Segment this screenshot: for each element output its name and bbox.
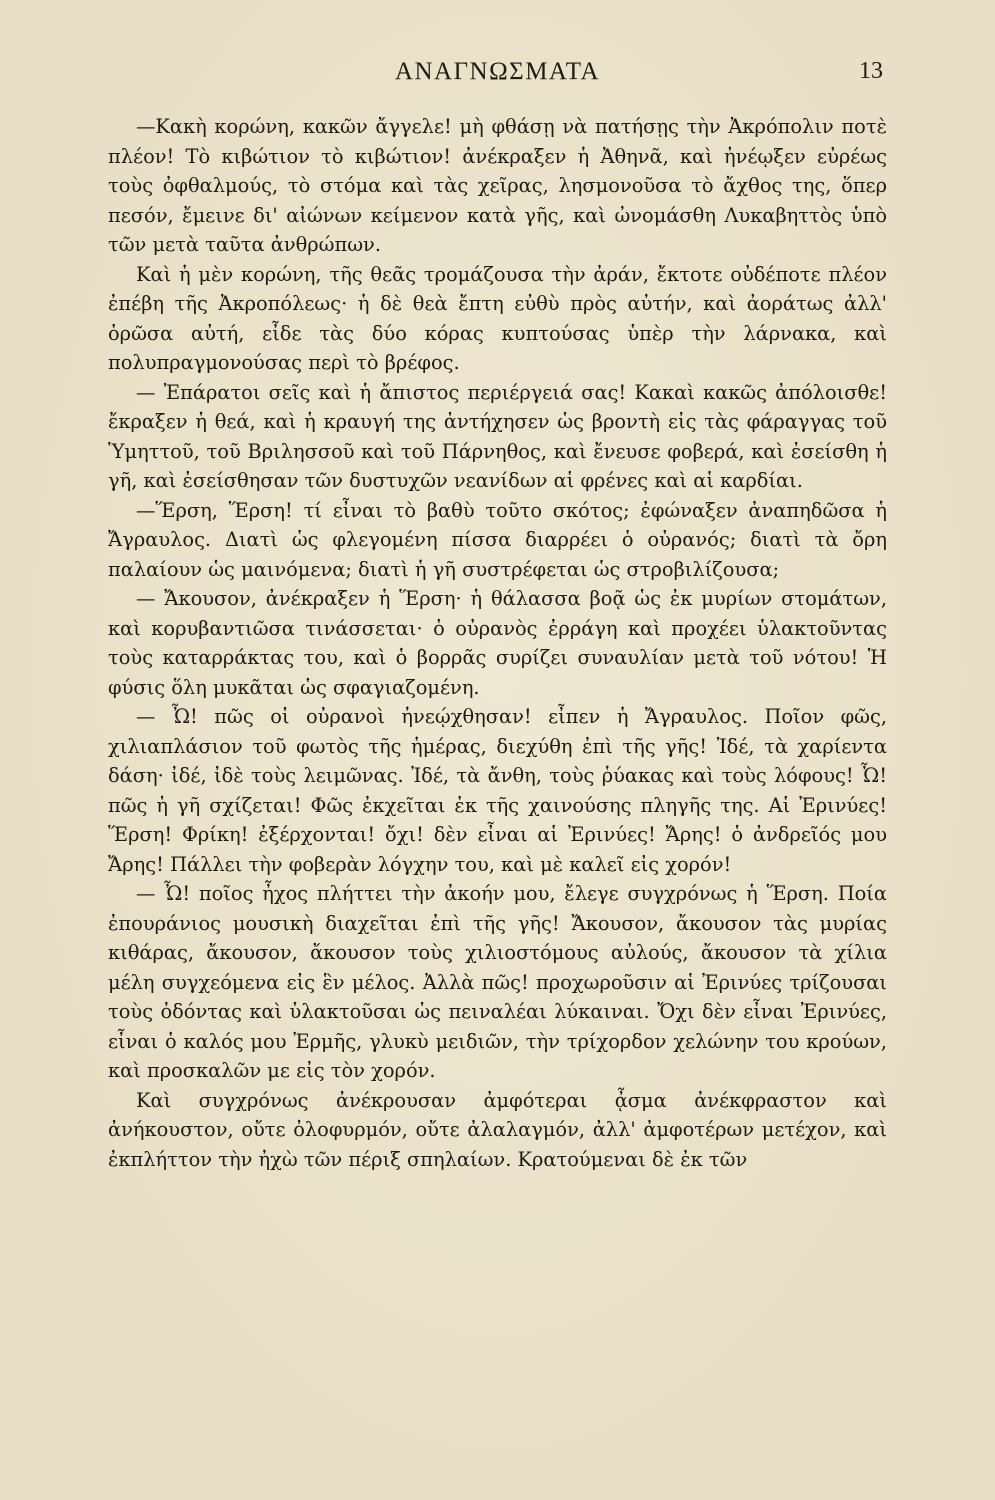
paragraph: —Ἕρση, Ἕρση! τί εἶναι τὸ βαθὺ τοῦτο σκότος; ἐφώναξεν ἀναπηδῶσα ἡ Ἄγραυλος. Διατὶ ὡς φλεγομένη πίσσα διαρρέει ὁ οὐρανός; διατὶ τὰ ὄρη παλαίουν ὡς μαινόμενα; διατὶ ἡ γῆ συστρέφεται ὡς στροβιλίζουσα;	[108, 498, 887, 581]
page-number: 13	[859, 58, 883, 84]
paragraph: Καὶ ἡ μὲν κορώνη, τῆς θεᾶς τρομάζουσα τὴν ἀράν, ἔκτοτε οὐδέποτε πλέον ἐπέβη τῆς Ἀκροπόλεως· ἡ δὲ θεὰ ἔπτη εὐθὺ πρὸς αὐτήν, καὶ ἀοράτως ἀλλ' ὁρῶσα αὐτή, εἶδε τὰς δύο κόρας κυπτούσας ὑπὲρ τὴν λάρνακα, καὶ πολυπραγμονούσας περὶ τὸ βρέφος.	[108, 262, 887, 374]
body-text	[108, 112, 887, 1174]
paragraph: — Ὦ! πῶς οἱ οὐρανοὶ ἠνεῴχθησαν! εἶπεν ἡ Ἄγραυλος. Ποῖον φῶς, χιλιαπλάσιον τοῦ φωτὸς τῆς ἡμέρας, διεχύθη ἐπὶ τῆς γῆς! Ἰδέ, τὰ χαρίεντα δάση· ἰδέ, ἰδὲ τοὺς λειμῶνας. Ἰδέ, τὰ ἄνθη, τοὺς ῥύακας καὶ τοὺς λόφους! Ὦ! πῶς ἡ γῆ σχίζεται! Φῶς ἐκχεῖται ἐκ τῆς χαινούσης πληγῆς της. Αἱ Ἐρινύες! Ἕρση! Φρίκη! ἐξέρχονται! ὄχι! δὲν εἶναι αἱ Ἐρινύες! Ἄρης! ὁ ἀνδρεῖός μου Ἄρης! Πάλλει τὴν φοβερὰν λόγχην του, καὶ μὲ καλεῖ εἰς χορόν!	[108, 705, 887, 876]
running-head: ΑΝΑΓΝΩΣΜΑΤΑ	[394, 58, 601, 85]
page-header	[108, 54, 887, 94]
paragraph: Καὶ συγχρόνως ἀνέκρουσαν ἀμφότεραι ᾆσμα ἀνέκφραστον καὶ ἀνήκουστον, οὔτε ὀλοφυρμόν, οὔτε ἀλαλαγμόν, ἀλλ' ἀμφοτέρων μετέχον, καὶ ἐκπλήττον τὴν ἠχὼ τῶν πέριξ σπηλαίων. Κρατούμεναι δὲ ἐκ τῶν	[108, 1088, 887, 1171]
paragraph: —Κακὴ κορώνη, κακῶν ἄγγελε! μὴ φθάσῃ νὰ πατήσῃς τὴν Ἀκρόπολιν ποτὲ πλέον! Τὸ κιβώτιον τὸ κιβώτιον! ἀνέκραξεν ἡ Ἀθηνᾶ, καὶ ἠνέῳξεν εὐρέως τοὺς ὀφθαλμούς, τὸ στόμα καὶ τὰς χεῖρας, λησμονοῦσα τὸ ἄχθος της, ὅπερ πεσόν, ἔμεινε δι' αἰώνων κείμενον κατὰ γῆς, καὶ ὠνομάσθη Λυκαβηττὸς ὑπὸ τῶν μετὰ ταῦτα ἀνθρώπων.	[108, 115, 887, 256]
paragraph: — Ἐπάρατοι σεῖς καὶ ἡ ἄπιστος περιέργειά σας! Κακαὶ κακῶς ἀπόλοισθε! ἔκραξεν ἡ θεά, καὶ ἡ κραυγή της ἀντήχησεν ὡς βροντὴ εἰς τὰς φάραγγας τοῦ Ὑμηττοῦ, τοῦ Βριλησσοῦ καὶ τοῦ Πάρνηθος, καὶ ἔνευσε φοβερά, καὶ ἐσείσθη ἡ γῆ, καὶ ἐσείσθησαν τῶν δυστυχῶν νεανίδων αἱ φρένες καὶ αἱ καρδίαι.	[108, 380, 887, 492]
paragraph: — Ὦ! ποῖος ἦχος πλήττει τὴν ἀκοήν μου, ἔλεγε συγχρόνως ἡ Ἕρση. Ποία ἐπουράνιος μουσικὴ διαχεῖται ἐπὶ τῆς γῆς! Ἄκουσον, ἄκουσον τὰς μυρίας κιθάρας, ἄκουσον, ἄκουσον τοὺς χιλιοστόμους αὐλούς, ἄκουσον τὰ χίλια μέλη συγχεόμενα εἰς ἓν μέλος. Ἀλλὰ πῶς! προχωροῦσιν αἱ Ἐρινύες τρίζουσαι τοὺς ὀδόντας καὶ ὑλακτοῦσαι ὡς πειναλέαι λύκαιναι. Ὄχι δὲν εἶναι Ἐρινύες, εἶναι ὁ καλός μου Ἑρμῆς, γλυκὺ μειδιῶν, τὴν τρίχορδον χελώνην του κρούων, καὶ προσκαλῶν με εἰς τὸν χορόν.	[108, 882, 887, 1082]
paragraph: — Ἄκουσον, ἀνέκραξεν ἡ Ἕρση· ἡ θάλασσα βοᾷ ὡς ἐκ μυρίων στομάτων, καὶ κορυβαντιῶσα τινάσσεται· ὁ οὐρανὸς ἐρράγη καὶ προχέει ὑλακτοῦντας τοὺς καταρράκτας του, καὶ ὁ βορρᾶς συρίζει συναυλίαν μετὰ τοῦ νότου! Ἡ φύσις ὅλη μυκᾶται ὡς σφαγιαζομένη.	[108, 587, 887, 699]
